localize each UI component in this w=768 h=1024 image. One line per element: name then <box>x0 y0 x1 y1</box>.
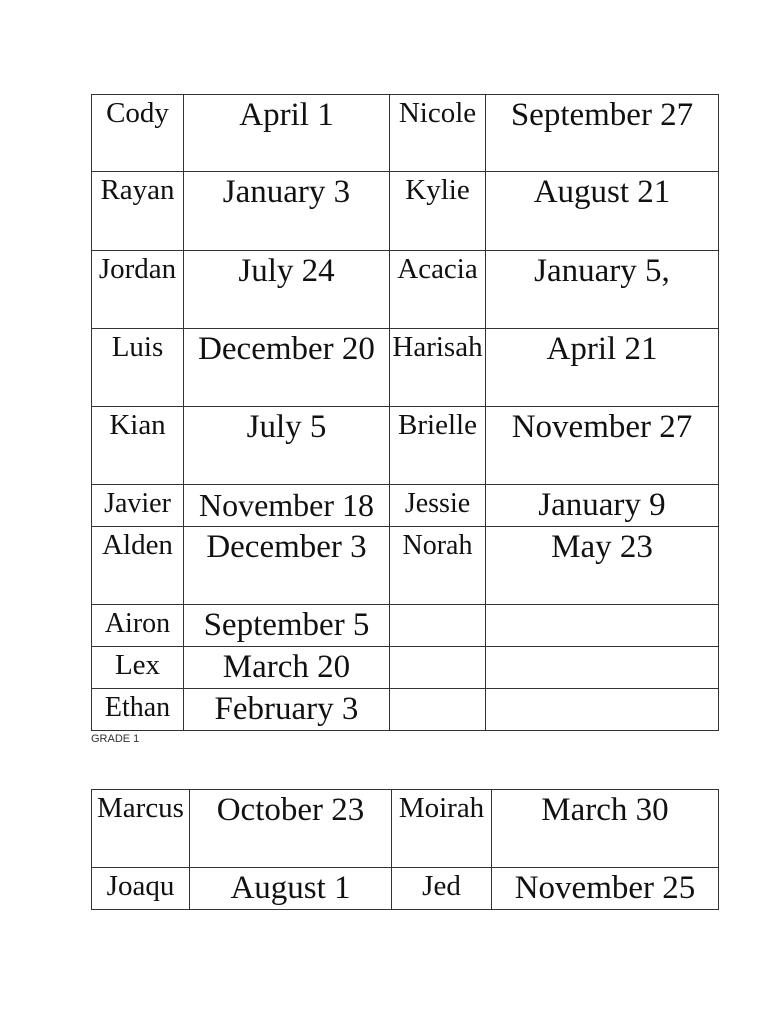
student-name: Cody <box>92 95 184 172</box>
birthday-date: November 25 <box>492 868 719 910</box>
table-row <box>92 329 719 407</box>
student-name: Luis <box>92 329 184 407</box>
birthday-date: February 3 <box>184 689 390 731</box>
student-name <box>390 647 486 689</box>
birthday-date: July 5 <box>184 407 390 485</box>
birthday-date <box>486 605 719 647</box>
table-row <box>92 689 719 731</box>
birthday-date: November 18 <box>184 485 390 527</box>
table-row <box>92 251 719 329</box>
birthday-date <box>486 647 719 689</box>
student-name: Marcus <box>92 790 190 868</box>
table-row <box>92 647 719 689</box>
student-name: Rayan <box>92 172 184 251</box>
birthday-table-1 <box>91 94 719 731</box>
birthday-date: January 3 <box>184 172 390 251</box>
student-name: Nicole <box>390 95 486 172</box>
table-row <box>92 868 719 910</box>
birthday-date: March 30 <box>492 790 719 868</box>
birthday-date: October 23 <box>190 790 392 868</box>
birthday-table-2 <box>91 789 719 910</box>
birthday-date: December 20 <box>184 329 390 407</box>
student-name <box>390 605 486 647</box>
birthday-date: January 5, <box>486 251 719 329</box>
birthday-date: September 5 <box>184 605 390 647</box>
birthday-date: September 27 <box>486 95 719 172</box>
student-name: Brielle <box>390 407 486 485</box>
birthday-date: April 1 <box>184 95 390 172</box>
student-name: Harisah <box>390 329 486 407</box>
student-name: Jessie <box>390 485 486 527</box>
birthday-date: January 9 <box>486 485 719 527</box>
student-name: Jed <box>392 868 492 910</box>
table-row <box>92 605 719 647</box>
birthday-date: March 20 <box>184 647 390 689</box>
table-row <box>92 407 719 485</box>
table-row <box>92 95 719 172</box>
table-row <box>92 172 719 251</box>
student-name: Lex <box>92 647 184 689</box>
student-name: Javier <box>92 485 184 527</box>
student-name: Moirah <box>392 790 492 868</box>
student-name: Airon <box>92 605 184 647</box>
student-name: Norah <box>390 527 486 605</box>
birthday-date: December 3 <box>184 527 390 605</box>
birthday-date: August 1 <box>190 868 392 910</box>
student-name <box>390 689 486 731</box>
grade-caption: GRADE 1 <box>91 733 140 745</box>
student-name: Kylie <box>390 172 486 251</box>
student-name: Joaqu <box>92 868 190 910</box>
birthday-date <box>486 689 719 731</box>
birthday-date: April 21 <box>486 329 719 407</box>
birthday-date: August 21 <box>486 172 719 251</box>
birthday-date: November 27 <box>486 407 719 485</box>
table-row <box>92 790 719 868</box>
student-name: Ethan <box>92 689 184 731</box>
birthday-date: July 24 <box>184 251 390 329</box>
student-name: Jordan <box>92 251 184 329</box>
student-name: Alden <box>92 527 184 605</box>
table-row <box>92 527 719 605</box>
student-name: Acacia <box>390 251 486 329</box>
birthday-date: May 23 <box>486 527 719 605</box>
table-row <box>92 485 719 527</box>
student-name: Kian <box>92 407 184 485</box>
